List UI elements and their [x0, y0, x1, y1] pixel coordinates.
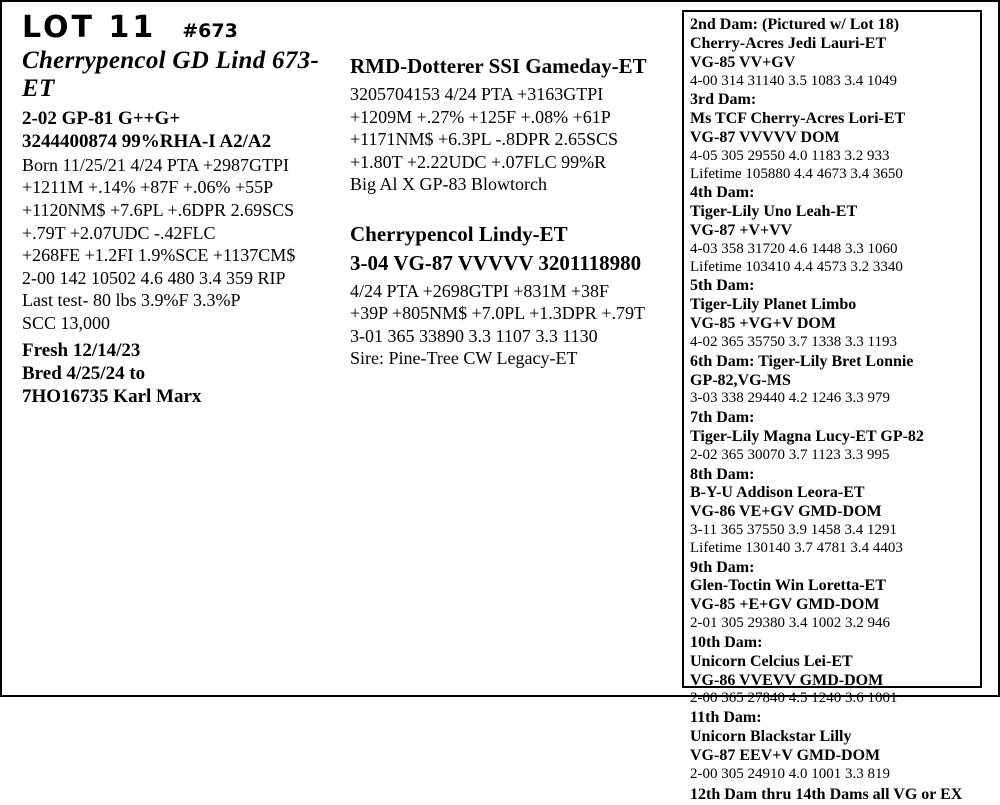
dam-name: Unicorn Celcius Lei-ET [690, 652, 853, 670]
dam-classification: VG-87 VVVVV DOM [690, 129, 840, 147]
dam-title: 9th Dam: [690, 558, 755, 576]
dam-lifetime-record: Lifetime 105880 4.4 4673 3.4 3650 [690, 165, 903, 182]
dam-record: 4-02 365 35750 3.7 1338 3.3 1193 [690, 333, 897, 350]
index-line-1: +1211M +.14% +87F +.06% +55P [22, 177, 274, 198]
index-line-3: +.79T +2.07UDC -.42FLC [22, 222, 216, 243]
pedigree-dam-9 [690, 559, 974, 633]
pedigree-dam-4 [690, 184, 974, 276]
dam-record: 4-05 305 29550 4.0 1183 3.2 933 [690, 147, 890, 164]
dam-record: 2-00 305 24910 4.0 1001 3.3 819 [690, 765, 890, 782]
dam-title: 8th Dam: [690, 465, 755, 483]
dam-line-3: 3-01 365 33890 3.3 1107 3.3 1130 [350, 325, 598, 346]
index-line-4: +268FE +1.2FI 1.9%SCE +1137CM$ [22, 245, 296, 266]
parentage-column [350, 54, 670, 374]
pedigree-dam-8 [690, 466, 974, 558]
lot-registration-number: #673 [182, 20, 238, 42]
dam-title: 7th Dam: [690, 409, 755, 427]
animal-id-line: 3244400874 99%RHA-I A2/A2 [22, 131, 272, 153]
dam-name: Unicorn Blackstar Lilly [690, 728, 852, 745]
lot-summary-column [22, 10, 342, 410]
dam-name: Cherrypencol Lindy-ET [350, 221, 568, 246]
sire-line-2: +1209M +.27% +125F +.08% +61P [350, 106, 611, 127]
dam-name: Glen-Toctin Win Loretta-ET [690, 577, 886, 595]
dam-classification: VG-86 VE+GV GMD-DOM [690, 503, 882, 521]
sire-line-3: +1171NM$ +6.3PL -.8DPR 2.65SCS [350, 129, 619, 149]
spacer [350, 200, 670, 222]
dam-title: 6th Dam: Tiger-Lily Bret Lonnie [690, 352, 914, 370]
dam-name: Ms TCF Cherry-Acres Lori-ET [690, 110, 906, 128]
pedigree-dam-3 [690, 91, 974, 183]
pedigree-dam-11 [690, 709, 974, 783]
sire-block [350, 54, 670, 196]
pedigree-footer: 12th Dam thru 14th Dams all VG or EX [690, 786, 963, 804]
bred-sire: 7HO16735 Karl Marx [22, 386, 202, 408]
dam-title: 5th Dam: [690, 277, 755, 295]
pedigree-dam-2 [690, 16, 974, 90]
dam-record: 3-03 338 29440 4.2 1246 3.3 979 [690, 390, 890, 407]
dam-record: 3-11 365 37550 3.9 1458 3.4 1291 [690, 522, 897, 539]
sire-line-1: 3205704153 4/24 PTA +3163GTPI [350, 84, 604, 104]
dam-name: Tiger-Lily Uno Leah-ET [690, 203, 858, 221]
dam-classification: VG-86 VVEVV GMD-DOM [690, 671, 884, 689]
dam-classification: VG-87 +V+VV [690, 222, 793, 240]
index-line-2: +1120NM$ +7.6PL +.6DPR 2.69SCS [22, 200, 295, 220]
dam-name: Tiger-Lily Magna Lucy-ET GP-82 [690, 427, 924, 445]
lot-header [22, 10, 342, 45]
animal-name: Cherrypencol GD Lind 673-ET [22, 47, 320, 102]
dam-classification: VG-85 +VG+V DOM [690, 315, 836, 333]
dam-record: 4-00 314 31140 3.5 1083 3.4 1049 [690, 72, 897, 89]
pedigree-dam-6 [690, 353, 974, 408]
dam-line-2: +39P +805NM$ +7.0PL +1.3DPR +.79T [350, 303, 645, 323]
dam-classification: 3-04 VG-87 VVVVV 3201118980 [350, 250, 642, 275]
sire-name: RMD-Dotterer SSI Gameday-ET [350, 54, 647, 78]
dam-name: Cherry-Acres Jedi Lauri-ET [690, 34, 887, 52]
dam-title: 11th Dam: [690, 709, 762, 727]
index-line-6: Last test- 80 lbs 3.9%F 3.3%P [22, 290, 241, 311]
sire-pedigree-line: Big Al X GP-83 Blowtorch [350, 174, 548, 194]
sire-line-4: +1.80T +2.22UDC +.07FLC 99%R [350, 151, 607, 172]
dam-title: 10th Dam: [690, 633, 763, 651]
animal-born-line: Born 11/25/21 4/24 PTA +2987GTPI [22, 154, 290, 175]
bred-date: Bred 4/25/24 to [22, 362, 146, 384]
dam-title: 2nd Dam: (Pictured w/ Lot 18) [690, 16, 900, 33]
dam-sire-line: Sire: Pine-Tree CW Legacy-ET [350, 348, 578, 368]
dam-title: 4th Dam: [690, 184, 755, 202]
fresh-date: Fresh 12/14/23 [22, 339, 141, 361]
dam-lifetime-record: Lifetime 130140 3.7 4781 3.4 4403 [690, 539, 903, 556]
dam-name: Tiger-Lily Planet Limbo [690, 296, 857, 314]
pedigree-dam-5 [690, 277, 974, 351]
lot-number: LOT 11 [22, 10, 157, 45]
dam-record: 2-00 365 27840 4.5 1240 3.6 1001 [690, 690, 898, 707]
pedigree-dam-7 [690, 409, 974, 464]
dam-record: 4-03 358 31720 4.6 1448 3.3 1060 [690, 240, 898, 257]
pedigree-column [682, 10, 982, 804]
dam-title: 3rd Dam: [690, 91, 757, 109]
dam-record: 2-02 365 30070 3.7 1123 3.3 995 [690, 446, 890, 463]
dam-classification: VG-85 +E+GV GMD-DOM [690, 596, 880, 614]
dam-record: 2-01 305 29380 3.4 1002 3.2 946 [690, 615, 890, 632]
dam-block [350, 222, 670, 370]
animal-classification: 2-02 GP-81 G++G+ [22, 108, 181, 129]
index-line-5: 2-00 142 10502 4.6 480 3.4 359 RIP [22, 267, 286, 288]
dam-classification: GP-82,VG-MS [690, 371, 791, 389]
dam-classification: VG-85 VV+GV [690, 53, 796, 71]
dam-name: B-Y-U Addison Leora-ET [690, 484, 865, 502]
index-line-7: SCC 13,000 [22, 312, 111, 333]
dam-line-1: 4/24 PTA +2698GTPI +831M +38F [350, 280, 610, 301]
dam-lifetime-record: Lifetime 103410 4.4 4573 3.2 3340 [690, 258, 903, 275]
dam-classification: VG-87 EEV+V GMD-DOM [690, 746, 881, 764]
